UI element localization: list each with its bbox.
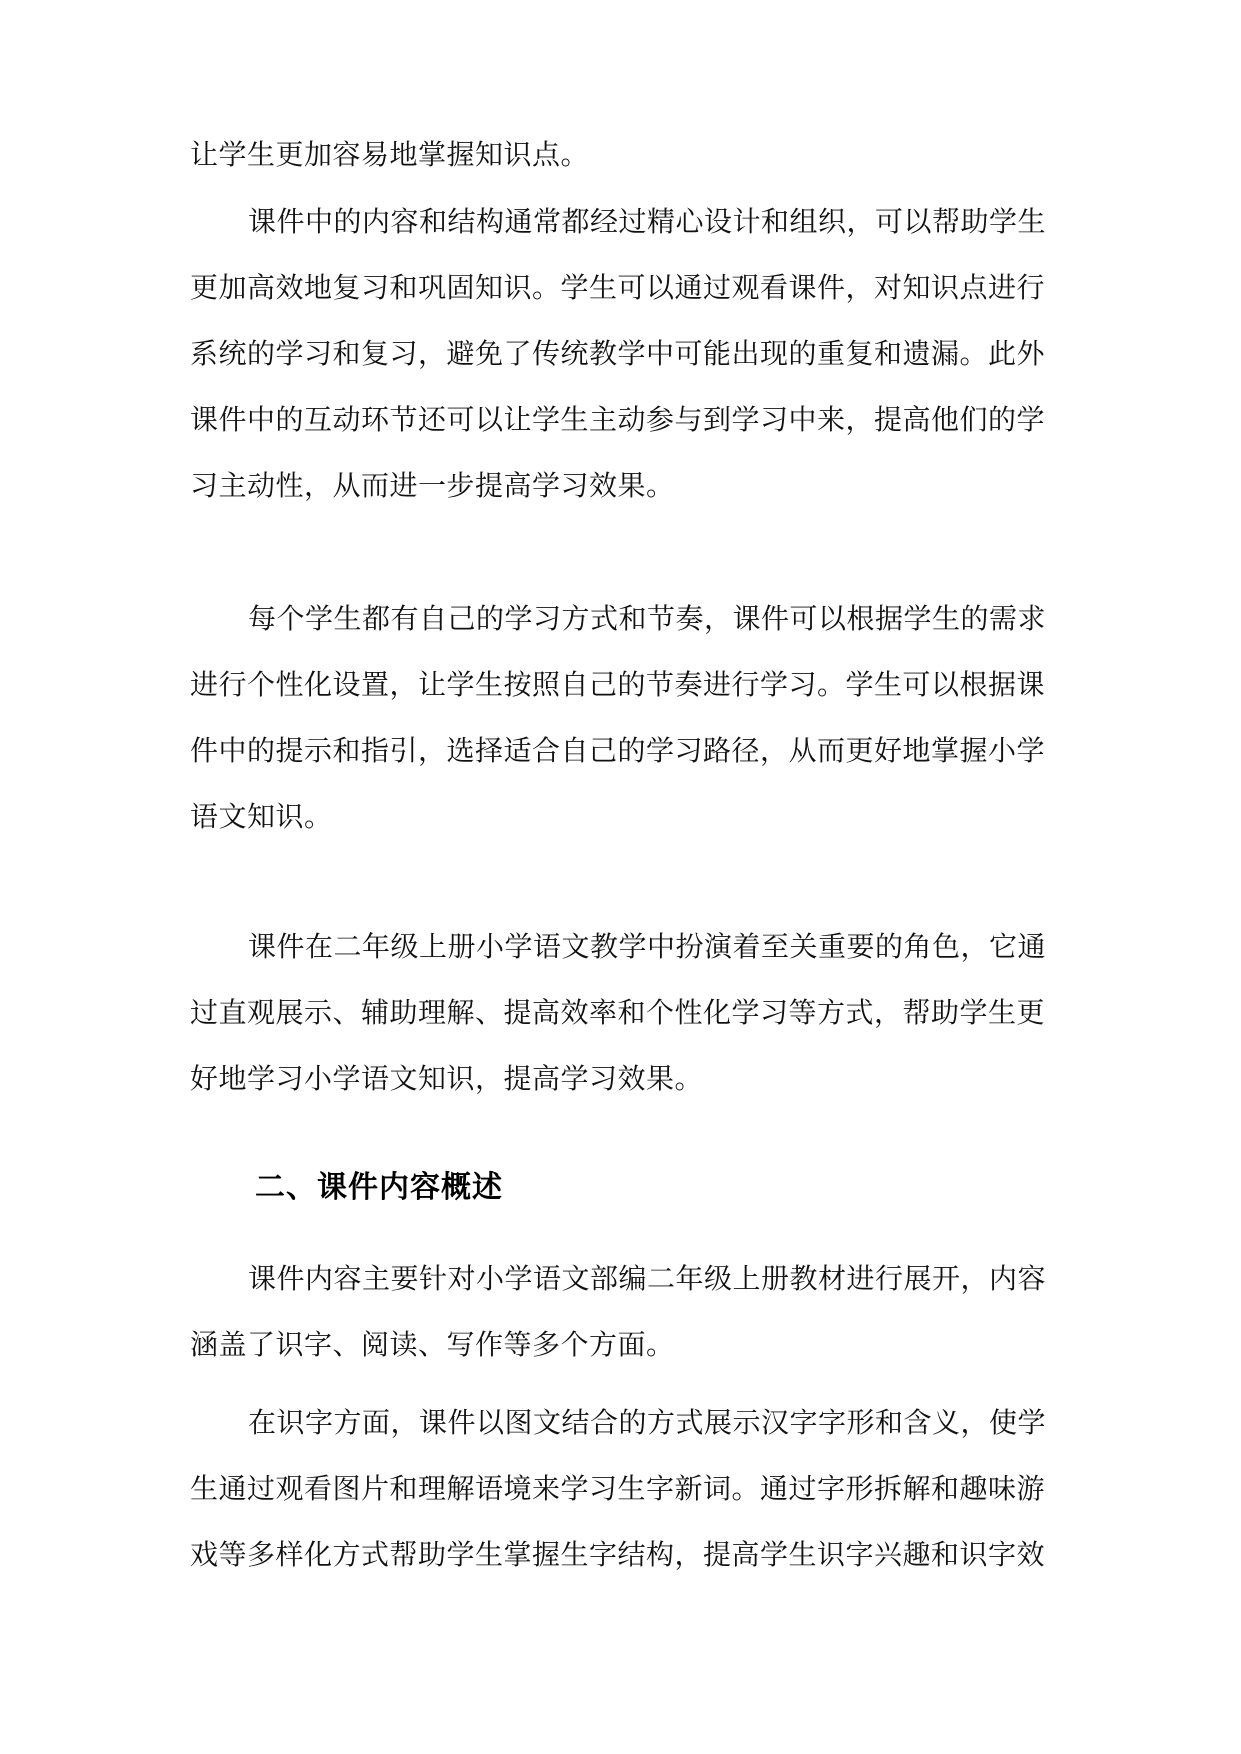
paragraph-line: 课件内容主要针对小学语文部编二年级上册教材进行展开，内容	[248, 1262, 1047, 1295]
paragraph-line: 课件中的内容和结构通常都经过精心设计和组织，可以帮助学生	[248, 205, 1047, 238]
paragraph-line: 在识字方面，课件以图文结合的方式展示汉字字形和含义，使学	[248, 1406, 1047, 1439]
paragraph-line: 件中的提示和指引，选择适合自己的学习路径，从而更好地掌握小学	[190, 734, 1046, 767]
paragraph-line: 每个学生都有自己的学习方式和节奏，课件可以根据学生的需求	[248, 602, 1047, 635]
paragraph-line: 过直观展示、辅助理解、提高效率和个性化学习等方式，帮助学生更	[190, 996, 1046, 1029]
paragraph-line: 课件在二年级上册小学语文教学中扮演着至关重要的角色，它通	[248, 930, 1047, 963]
paragraph-line: 让学生更加容易地掌握知识点。	[190, 138, 590, 171]
paragraph-line: 好地学习小学语文知识，提高学习效果。	[190, 1062, 704, 1095]
paragraph-line: 课件中的互动环节还可以让学生主动参与到学习中来，提高他们的学	[190, 403, 1046, 436]
paragraph-line: 系统的学习和复习，避免了传统教学中可能出现的重复和遗漏。此外	[190, 337, 1046, 370]
section-heading: 二、课件内容概述	[255, 1170, 503, 1205]
paragraph-line: 更加高效地复习和巩固知识。学生可以通过观看课件，对知识点进行	[190, 271, 1046, 304]
paragraph-line: 进行个性化设置，让学生按照自己的节奏进行学习。学生可以根据课	[190, 668, 1046, 701]
paragraph-line: 戏等多样化方式帮助学生掌握生字结构，提高学生识字兴趣和识字效	[190, 1538, 1046, 1571]
paragraph-line: 语文知识。	[190, 800, 333, 833]
paragraph-line: 生通过观看图片和理解语境来学习生字新词。通过字形拆解和趣味游	[190, 1472, 1046, 1505]
paragraph-line: 涵盖了识字、阅读、写作等多个方面。	[190, 1328, 675, 1361]
paragraph-line: 习主动性，从而进一步提高学习效果。	[190, 469, 675, 502]
